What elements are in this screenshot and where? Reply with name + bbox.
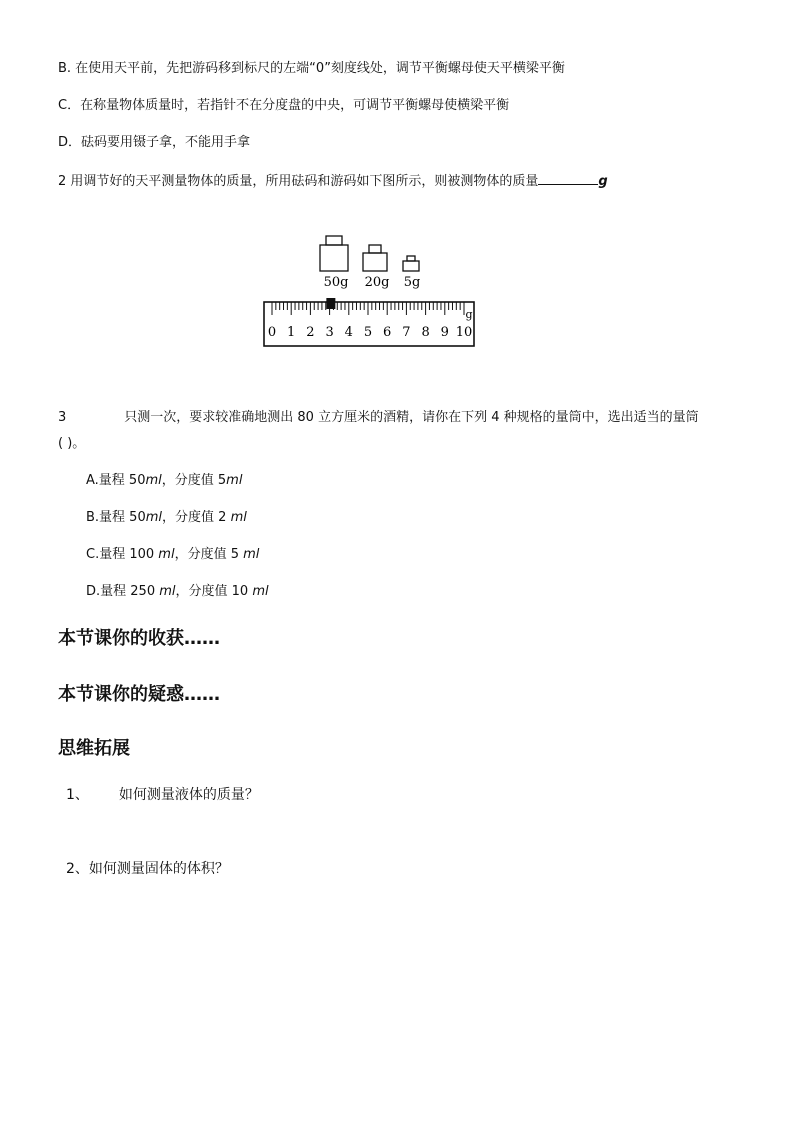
option-b: B. 在使用天平前，先把游码移到标尺的左端“0”刻度线处，调节平衡螺母使天平横梁平衡 [58,61,565,76]
option-text: ，分度值 5 [174,547,244,562]
question-3-line1 [58,409,699,427]
question-2 [58,172,608,191]
weight-label: 50g [323,275,349,290]
weight-label: 5g [403,275,421,290]
section-doubt: 本节课你的疑惑…… [58,684,220,705]
unit-ml: ml [252,584,269,599]
weights-and-scale-figure [250,228,490,350]
unit-ml: ml [230,510,247,525]
scale-number: 5 [363,325,373,340]
unit-ml: ml [158,547,175,562]
scale-number: 3 [325,325,334,340]
option-text: ，分度值 10 [175,584,253,599]
question-3-number: 3 [58,410,67,425]
scale-unit: g [465,308,473,321]
weight-20g [363,245,387,271]
scale-number: 7 [402,325,411,340]
unit-ml: ml [145,473,162,488]
option-text: ，分度值 5 [161,473,227,488]
scale-numbers [268,325,472,340]
scale-number: 1 [287,325,296,340]
scale-number: 4 [344,325,353,340]
extend-question-2: 2、如何测量固体的体积？ [66,861,229,877]
q3-option-c [86,546,259,564]
option-d: D．砝码要用镊子拿，不能用手拿 [58,135,251,150]
question-2-text: 2 用调节好的天平测量物体的质量，所用砝码和游码如下图所示，则被测物体的质量 [58,174,539,189]
option-text: ，分度值 2 [162,510,231,525]
option-text: B.量程 50 [86,510,146,525]
weight-50g [320,236,348,271]
unit-ml: ml [243,547,260,562]
option-text: C.量程 100 [86,547,159,562]
weight-5g [403,256,419,271]
question-number: 1、 [66,787,89,803]
q3-option-d [86,583,269,601]
question-text: 如何测量液体的质量？ [118,787,259,803]
section-gain: 本节课你的收获…… [58,628,220,649]
extend-question-1 [66,786,259,804]
question-3-line2: ( )。 [58,436,86,451]
section-extend: 思维拓展 [58,738,130,759]
weight-label: 20g [364,275,390,290]
rider [326,298,335,309]
unit-ml: ml [159,584,176,599]
option-text: A.量程 50 [86,473,146,488]
q3-option-a [86,472,242,490]
scale-ticks [272,302,464,315]
scale-number: 9 [440,325,449,340]
answer-unit: g [598,174,608,189]
scale-number: 6 [383,325,392,340]
answer-blank [538,172,598,185]
q3-option-b [86,509,247,527]
unit-ml: ml [145,510,163,525]
question-3-text: 只测一次，要求较准确地测出 80 立方厘米的酒精，请你在下列 4 种规格的量筒中，选出适当的量筒 [124,410,699,425]
scale-number: 8 [421,325,430,340]
scale-number: 0 [267,325,277,340]
scale-number: 10 [455,325,473,340]
option-text: D.量程 250 [86,584,160,599]
scale-number: 2 [306,325,315,340]
unit-ml: ml [226,473,243,488]
option-c: C．在称量物体质量时，若指针不在分度盘的中央，可调节平衡螺母使横梁平衡 [58,98,510,113]
